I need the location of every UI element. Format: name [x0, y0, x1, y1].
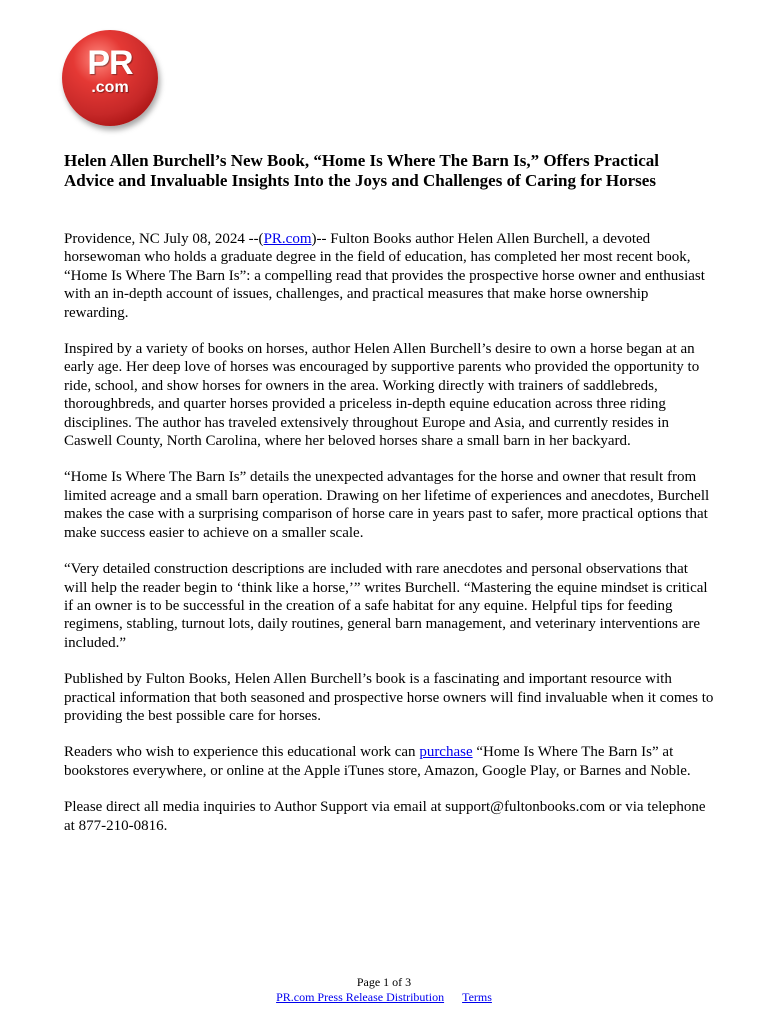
intro-text-after: )-- Fulton Books author Helen Allen Burchell, a devoted horsewoman who holds a graduate degree in the field of education, has completed her most recent book, “Home Is Where The Barn Is”: a compelling read that provides the prospective horse owner and enthusiast with an in-depth account of issues, challenges, and practical measures that make horse ownership rewarding. — [64, 231, 705, 321]
page-footer — [0, 975, 768, 1005]
paragraph-intro — [64, 230, 714, 322]
page-number: Page 1 of 3 — [356, 975, 412, 989]
distribution-link[interactable]: PR.com Press Release Distribution — [276, 990, 445, 1004]
pr-com-link[interactable]: PR.com — [263, 231, 312, 247]
press-release-body — [64, 230, 714, 853]
paragraph-author-quote: “Very detailed construction descriptions are included with rare anecdotes and personal observations that will help the reader begin to ‘think like a horse,’” writes Burchell. “Mastering the equine mindset is critical if an owner is to be successful in the creation of a safe habitat for any equine. Helpful tips for feeding regimens, stabling, turnout lots, daily routines, general barn management, and veterinary interventions are included.” — [64, 561, 708, 651]
press-release-title: Helen Allen Burchell’s New Book, “Home Is Where The Barn Is,” Offers Practical Advice and Invaluable Insights Into the Joys and Challenges of Caring for Horses — [64, 151, 659, 190]
purchase-text-after: “Home Is Where The Barn Is” at bookstores everywhere, or online at the Apple iTunes store, Amazon, Google Play, or Barnes and Noble. — [64, 744, 691, 779]
footer-links — [0, 990, 768, 1005]
paragraph-purchase — [64, 743, 714, 780]
logo-pr-text: PR — [87, 44, 133, 82]
paragraph-book-details: “Home Is Where The Barn Is” details the unexpected advantages for the horse and owner that result from limited acreage and a small barn operation. Drawing on her lifetime of experiences and anecdotes, Burchell makes the case with a surprising comparison of horse care in years past to safer, more practical options that make success easier to achieve on a smaller scale. — [64, 469, 710, 541]
paragraph-media-contact: Please direct all media inquiries to Author Support via email at support@fultonbooks.com or via telephone at 877-210-0816. — [64, 799, 706, 834]
paragraph-author-background: Inspired by a variety of books on horses, author Helen Allen Burchell’s desire to own a horse began at an early age. Her deep love of horses was encouraged by supportive parents who provided the opportunity to ride, school, and show horses for owners in the area. Working directly with trainers of saddlebreds, thoroughbreds, and quarter horses provided a priceless in-depth equine education across three riding disciplines. The author has traveled extensively throughout Europe and Asia, and currently resides in Caswell County, North Carolina, where her beloved horses share a small barn in her backyard. — [64, 341, 700, 450]
terms-link[interactable]: Terms — [462, 990, 492, 1004]
paragraph-publisher: Published by Fulton Books, Helen Allen Burchell’s book is a fascinating and important resource with practical information that both seasoned and prospective horse owners will find invaluable when it comes to providing the best possible care for horses. — [64, 671, 714, 724]
pr-com-logo[interactable] — [62, 30, 158, 126]
intro-text-before: Providence, NC July 08, 2024 --( — [64, 231, 264, 247]
purchase-link[interactable]: purchase — [419, 744, 473, 761]
logo-com-text: .com — [91, 79, 129, 96]
purchase-text-before: Readers who wish to experience this educational work can — [64, 744, 420, 761]
